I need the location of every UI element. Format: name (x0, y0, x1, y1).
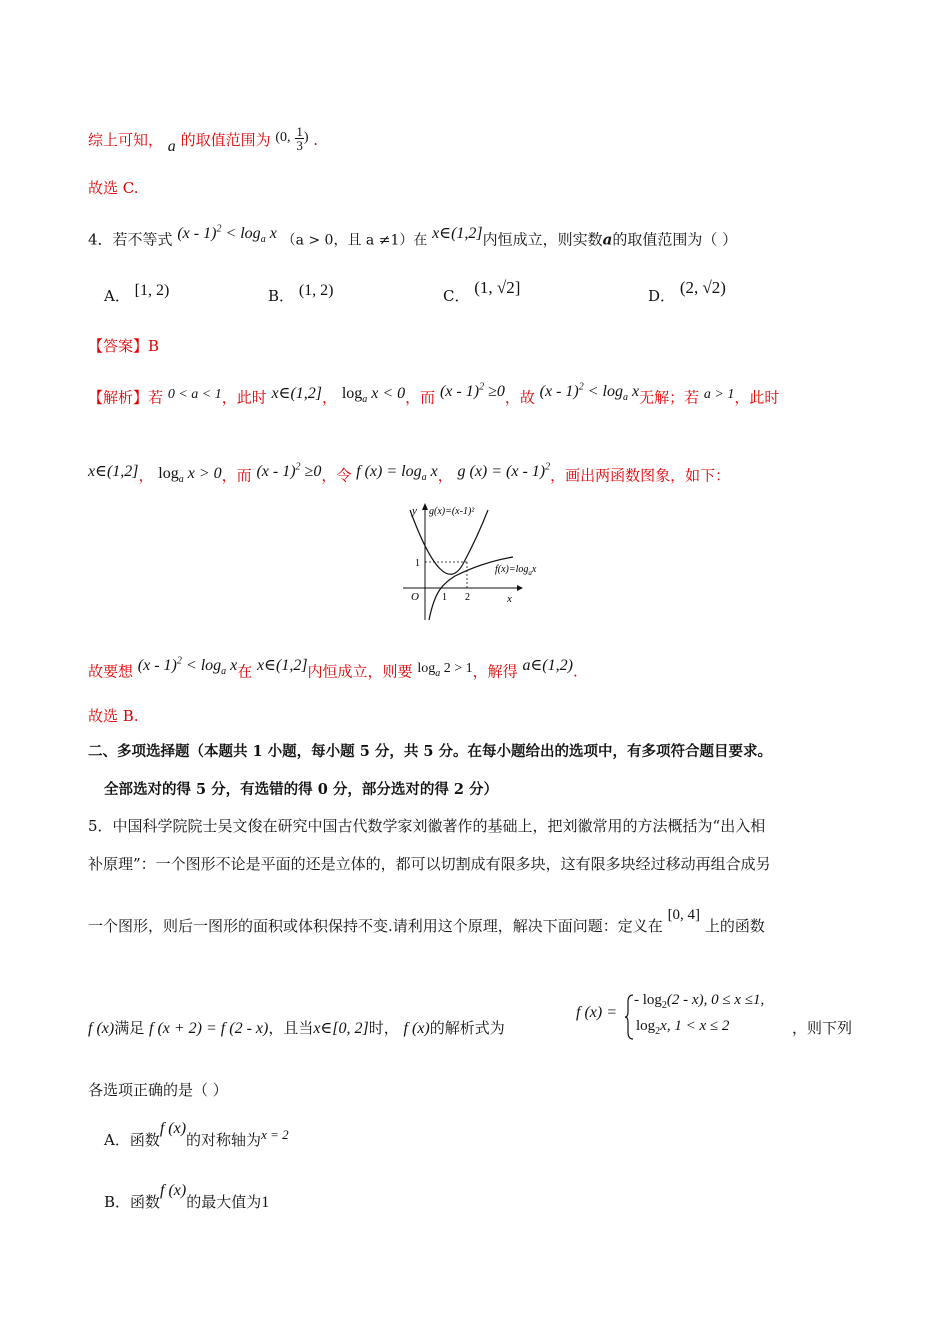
inequality (177, 224, 277, 246)
x-tick-1: 1 (442, 592, 447, 603)
log-base: a (178, 474, 184, 486)
sq: (x - 1) (439, 383, 480, 401)
f-label: $f(x)=\log_ax$ (495, 564, 537, 577)
log-base: a (435, 668, 441, 680)
exponent: 2 (216, 224, 222, 235)
answer-value: B (148, 337, 160, 355)
math-cond: 0 < a < 1 (167, 387, 222, 403)
math-domain: x∈(1,2] (271, 385, 323, 403)
log: log (341, 385, 363, 403)
log-base: a (221, 666, 227, 678)
q5-line-3 (88, 907, 765, 937)
q5-line-1: 5．中国科学院院士吴文俊在研究中国古代数学家刘徽著作的基础上，把刘徽常用的方法概括为“出入相 (88, 817, 766, 835)
ineq-rest: < log (185, 657, 222, 675)
math-result: a∈(1,2) (522, 657, 573, 675)
text: 若 (148, 388, 164, 407)
option-value: (1, √2] (474, 278, 521, 297)
math-cond-2: a > 1 (703, 387, 735, 403)
ineq-lhs: (x - 1) (177, 225, 217, 243)
text: . (572, 662, 578, 681)
text: 上的函数 (704, 917, 765, 935)
conclusion-text: 综上可知， (88, 131, 164, 149)
text: x, 1 < x ≤ 2 (660, 1018, 730, 1034)
option-label: D． (648, 287, 676, 305)
math-ineq: $(x - 1)^2 < \log_a x$ (539, 382, 640, 404)
q5-line-5: 各选项正确的是（ ） (88, 1081, 228, 1099)
math-square: (x - 1)$^2$ ≥0 (256, 462, 322, 481)
ineq: (x - 1) (137, 657, 177, 675)
option-c[interactable] (443, 278, 521, 306)
text: 的解析式为 (429, 1019, 505, 1037)
sq-rest: ≥0 (488, 383, 505, 401)
log-rest: 2 > 1 (443, 661, 473, 677)
fraction-one-third (295, 125, 304, 152)
math-eq: f (x + 2) = f (2 - x) (149, 1020, 269, 1037)
piecewise-brace (624, 994, 634, 1040)
g-label: g(x)=(x-1)² (429, 506, 475, 517)
text: ，而 (221, 466, 252, 485)
question-text-3: 的取值范围为（ ） (612, 230, 738, 249)
choice-prev: 故选 C. (88, 179, 139, 197)
log: log (158, 465, 179, 483)
function-graph (395, 500, 560, 625)
text: 在 (237, 662, 253, 681)
analysis-line-1 (88, 384, 779, 415)
text: ，画出两函数图象，如下： (550, 466, 731, 485)
analysis-tag: 【解析】 (88, 388, 149, 407)
math-log (341, 385, 406, 406)
math-log (417, 661, 473, 680)
var-a: a (167, 138, 176, 155)
option-label: C． (443, 287, 470, 305)
piece-1 (634, 992, 764, 1011)
g-def: g (x) = (x - 1) (457, 463, 546, 481)
conclusion-text-2: 的取值范围为 (180, 131, 271, 149)
option-value: [1, 2) (134, 282, 170, 299)
analysis-line-3 (88, 658, 578, 689)
text: 一个图形，则后一图形的面积或体积保持不变.请利用这个原理，解决下面问题：定义在 (88, 917, 663, 935)
question-text-2: 内恒成立，则实数 (482, 230, 603, 249)
q5-option-b[interactable] (104, 1182, 270, 1213)
log-rest: x > 0 (187, 465, 222, 483)
x-axis-arrow (517, 585, 523, 591)
text: f (x) = (576, 1004, 617, 1021)
text: ， (138, 466, 154, 485)
text: 的对称轴为 (186, 1131, 262, 1149)
math-f-def (356, 463, 438, 484)
f-def: f (x) = log (356, 463, 422, 481)
fraction-denominator: 3 (296, 137, 303, 153)
text: ，此时 (734, 388, 780, 407)
q5-line-2: 补原理”：一个图形不论是平面的还是立体的，都可以切割成有限多块，这有限多块经过移动再组合成另 (88, 855, 771, 873)
ineq-x: x (230, 657, 238, 675)
domain: x∈(1,2] (432, 225, 483, 243)
math-ineq: $(x - 1)^2 < \log_a x$ (137, 656, 238, 678)
interval-open: (0, (275, 130, 291, 145)
text: ，而 (405, 388, 436, 407)
option-label: A． (104, 287, 130, 305)
log-base: a (421, 472, 427, 484)
math-fx: f (x) (403, 1020, 430, 1037)
interval-close: ) (303, 130, 309, 145)
period: . (313, 131, 319, 149)
text: - log (634, 992, 662, 1008)
g-curve (410, 510, 488, 574)
origin-label: O (411, 591, 419, 603)
math-fx: f (x) (160, 1182, 187, 1199)
q5-line-4-tail: ，则下列 (792, 1019, 853, 1037)
math-g-def: g (x) = (x - 1)$^2$ (457, 462, 551, 481)
log-base: 2 (655, 1026, 661, 1037)
section-2-heading-2: 全部选对的得 5 分，有选错的得 0 分，部分选对的得 2 分） (104, 781, 499, 798)
math-domain: x∈[0, 2] (313, 1020, 369, 1037)
text: 满足 (114, 1019, 145, 1037)
analysis-choice: 故选 B. (88, 707, 139, 725)
fraction-numerator: 1 (296, 123, 303, 139)
text: 无解；若 (639, 388, 700, 407)
analysis-line-2 (88, 462, 730, 493)
option-value: (2, √2) (679, 278, 726, 297)
text: ，且当 (268, 1019, 314, 1037)
ineq-rhs: < log (225, 225, 261, 243)
math-square: (x - 1)$^2$ ≥0 (439, 382, 505, 401)
y-axis-arrow (422, 503, 428, 510)
f-x: x (430, 463, 438, 481)
log-base: a (362, 394, 368, 406)
option-label: B．函数 (104, 1193, 161, 1211)
text: ，解得 (472, 662, 518, 681)
answer-line (88, 336, 159, 356)
var-a: a (602, 230, 613, 249)
section-2-heading: 二、多项选择题（本题共 1 小题，每小题 5 分，共 5 分。在每小题给出的选项中，有多项符合题目要求。 (88, 743, 773, 760)
math-domain: x∈(1,2] (257, 657, 308, 675)
y-axis-label: y (412, 505, 417, 517)
math-domain: x∈(1,2] (88, 463, 139, 481)
text: ， (322, 388, 338, 407)
piecewise-lhs (576, 1004, 617, 1022)
math-fx: f (x) (88, 1020, 115, 1037)
question-number: 4． (88, 230, 113, 249)
text: 时， (368, 1019, 399, 1037)
text: ，令 (321, 466, 352, 485)
piece-2 (636, 1018, 729, 1037)
text: ，故 (504, 388, 535, 407)
option-d[interactable] (648, 278, 726, 306)
conclusion-line (88, 123, 319, 155)
log-base: a (260, 234, 266, 246)
math-value: x = 2 (261, 1127, 289, 1142)
q5-option-a[interactable] (104, 1120, 289, 1151)
log-base: 2 (661, 1000, 667, 1011)
text: (2 - x), 0 ≤ x ≤1, (666, 992, 765, 1008)
option-b[interactable] (268, 282, 334, 307)
text: 的最大值为 (186, 1193, 262, 1211)
option-label: B． (268, 287, 295, 305)
text: ，此时 (221, 388, 267, 407)
x-tick-2: 2 (465, 592, 470, 603)
ineq-x: x (269, 225, 277, 243)
q5-line-4 (88, 1018, 505, 1039)
math-value: 1 (261, 1194, 270, 1211)
option-value: (1, 2) (298, 282, 334, 299)
option-label: A．函数 (104, 1131, 160, 1149)
text: ， (437, 466, 453, 485)
y-tick-1: 1 (415, 558, 420, 569)
x-axis-label: x (507, 593, 512, 605)
sq-rest: ≥0 (304, 463, 322, 481)
ineq-rest: < log (587, 383, 623, 401)
ineq: (x - 1) (539, 383, 579, 401)
question-text: 若不等式 (112, 230, 173, 249)
condition: （a > 0，且 a ≠1）在 (281, 232, 428, 249)
text: 内恒成立，则要 (307, 662, 413, 681)
text: 故要想 (88, 662, 134, 681)
option-a[interactable] (104, 282, 170, 307)
answer-tag: 【答案】 (88, 337, 149, 355)
log: log (417, 661, 436, 677)
log-rest: x < 0 (371, 385, 406, 403)
question-4-stem (88, 226, 737, 257)
math-log (158, 465, 222, 486)
math-fx: f (x) (159, 1120, 187, 1137)
math-interval: [0, 4] (667, 907, 701, 923)
sq: (x - 1) (256, 463, 296, 481)
text: log (636, 1018, 656, 1034)
